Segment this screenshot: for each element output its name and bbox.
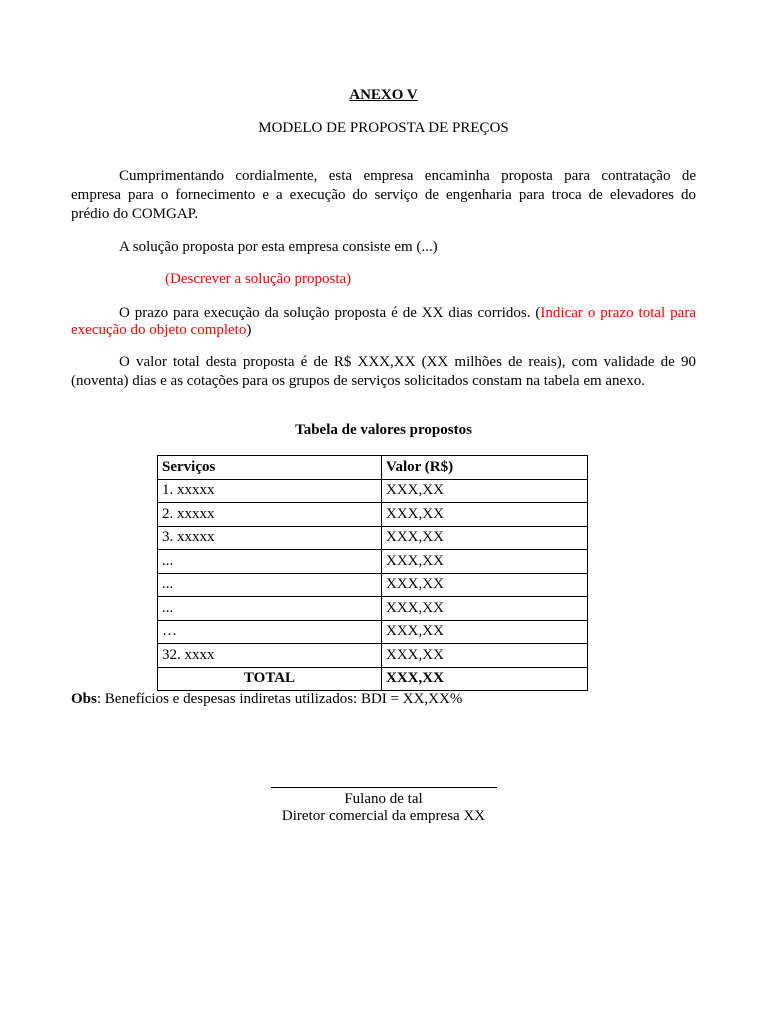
total-value: XXX,XX [382, 667, 588, 691]
paragraph-4-note: Indicar o prazo total para [540, 305, 696, 321]
document-title [71, 86, 696, 105]
paragraph-5-line-1: O valor total desta proposta é de R$ XXX,XX (XX milhões de reais), com validade de 90 [119, 354, 696, 370]
signature-role: Diretor comercial da empresa XX [281, 808, 486, 824]
table-row [158, 573, 588, 597]
table-row [158, 479, 588, 503]
table-row [158, 503, 588, 527]
value-cell: XXX,XX [382, 550, 588, 574]
value-cell: XXX,XX [382, 620, 588, 644]
obs-note [71, 690, 696, 709]
document-subtitle: MODELO DE PROPOSTA DE PREÇOS [258, 120, 509, 136]
paragraph-4-line-2 [71, 321, 696, 340]
paragraph-3-note: (Descrever a solução proposta) [165, 271, 352, 287]
paragraph-1-line-2: empresa para o fornecimento e a execução do serviço de engenharia para troca de elevadores do [71, 187, 696, 203]
paragraph-4-close: ) [246, 322, 252, 338]
paragraph-1-line-3: prédio do COMGAP. [71, 206, 199, 222]
value-cell: XXX,XX [382, 644, 588, 668]
signature-line [271, 787, 497, 788]
service-cell: ... [158, 573, 382, 597]
table-row [158, 597, 588, 621]
paragraph-4-text: O prazo para execução da solução proposta é de XX dias corridos. ( [119, 305, 541, 321]
value-cell: XXX,XX [382, 526, 588, 550]
header-services: Serviços [158, 456, 382, 480]
value-cell: XXX,XX [382, 573, 588, 597]
service-cell: … [158, 620, 382, 644]
obs-label: Obs [71, 691, 97, 707]
table-title: Tabela de valores propostos [295, 422, 472, 438]
prices-table [157, 455, 588, 691]
signature-name: Fulano de tal [344, 791, 423, 807]
obs-text: : Benefícios e despesas indiretas utilizados: BDI = XX,XX% [96, 691, 463, 707]
total-label: TOTAL [158, 667, 382, 691]
table-row [158, 620, 588, 644]
header-value: Valor (R$) [382, 456, 588, 480]
service-cell: 2. xxxxx [158, 503, 382, 527]
value-cell: XXX,XX [382, 503, 588, 527]
paragraph-2: A solução proposta por esta empresa consiste em (...) [119, 239, 438, 255]
title-text: ANEXO V [349, 87, 418, 103]
service-cell: 32. xxxx [158, 644, 382, 668]
paragraph-4-note-cont: execução do objeto completo [71, 322, 247, 338]
paragraph-5-line-2: (noventa) dias e as cotações para os grupos de serviços solicitados constam na tabela em anexo. [71, 373, 645, 389]
paragraph-1-line-1: Cumprimentando cordialmente, esta empresa encaminha proposta para contratação de [119, 168, 696, 184]
service-cell: 1. xxxxx [158, 479, 382, 503]
table-header-row [158, 456, 588, 480]
service-cell: 3. xxxxx [158, 526, 382, 550]
service-cell: ... [158, 597, 382, 621]
value-cell: XXX,XX [382, 479, 588, 503]
value-cell: XXX,XX [382, 597, 588, 621]
service-cell: ... [158, 550, 382, 574]
table-row [158, 644, 588, 668]
table-row [158, 550, 588, 574]
table-row [158, 526, 588, 550]
table-total-row [158, 667, 588, 691]
